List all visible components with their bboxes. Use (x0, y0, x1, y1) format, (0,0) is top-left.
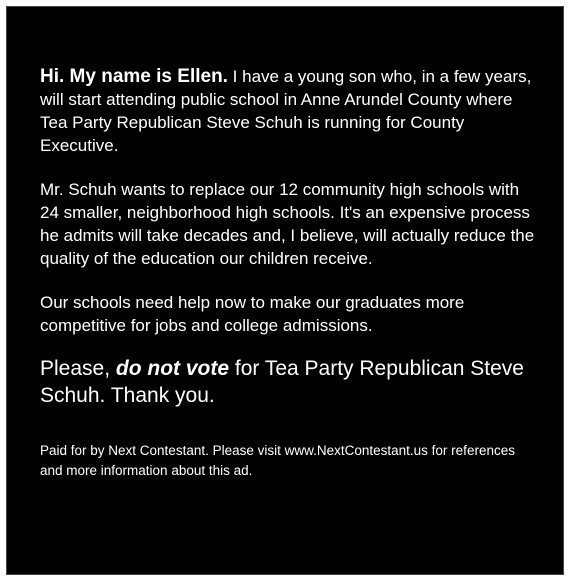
ad-panel (6, 6, 564, 575)
plan-paragraph: Mr. Schuh wants to replace our 12 community high schools with 24 smaller, neighborhood high schools. It's an expensive process he admits will take decades and, I believe, will actually reduce the quality of the education our children receive. (40, 180, 535, 268)
plea-paragraph (40, 355, 540, 409)
plea-prefix: Please, (40, 357, 116, 380)
greeting-text: Hi. My name is Ellen. (40, 66, 228, 87)
intro-paragraph (40, 65, 540, 157)
ad-content (40, 65, 540, 481)
intro-text: I have a young son who, in a few years, will start attending public school in Anne Arundel County where Tea Party Republican Steve Schuh is running for County Executive. (40, 67, 532, 155)
paid-for-disclaimer: Paid for by Next Contestant. Please visit www.NextContestant.us for references and more information about this ad. (40, 443, 515, 478)
schools-paragraph: Our schools need help now to make our graduates more competitive for jobs and college admissions. (40, 293, 465, 335)
plea-suffix: for Tea Party Republican Steve Schuh. Thank you. (40, 357, 524, 407)
plea-emphasis: do not vote (115, 357, 230, 380)
